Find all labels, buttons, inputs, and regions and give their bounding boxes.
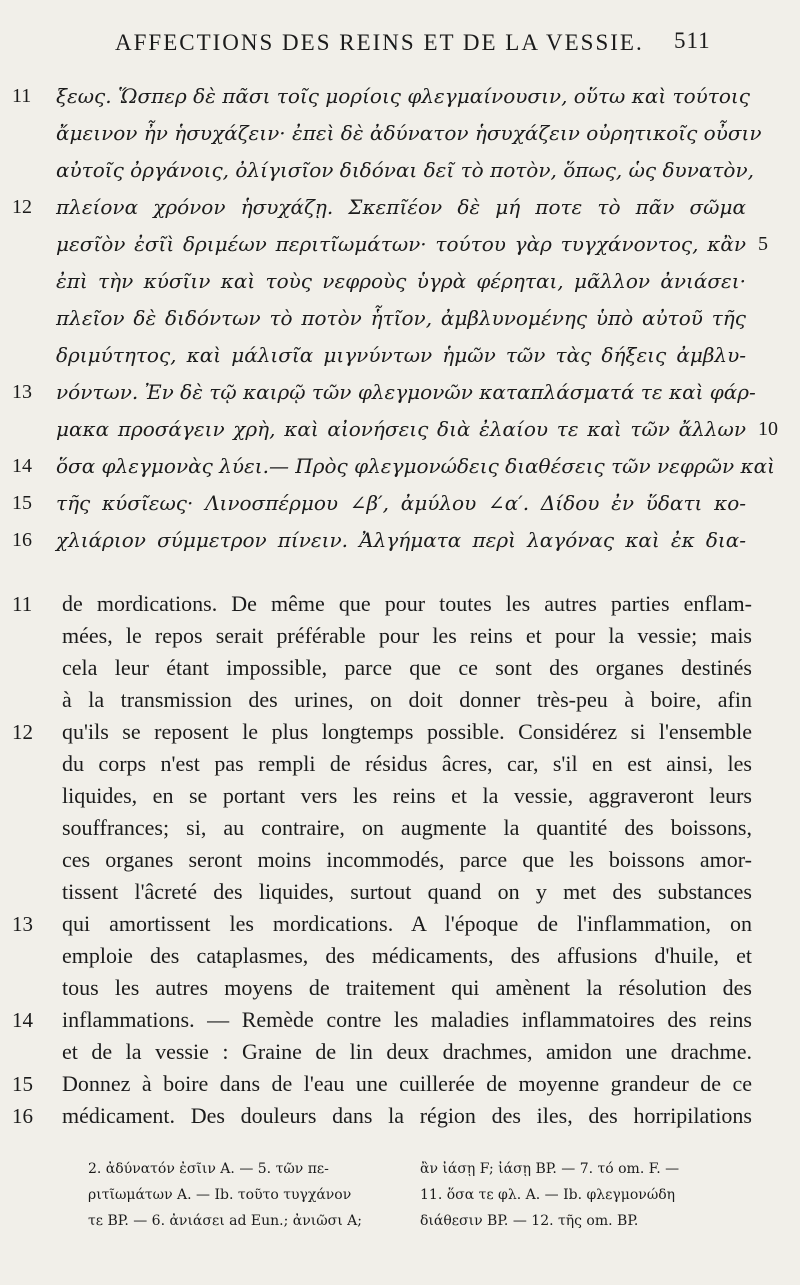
french-line xyxy=(0,620,800,652)
note-line: ἂν ἰάσῃ F; ἰάσῃ BP. — 7. τό om. F. — xyxy=(420,1161,680,1177)
french-line xyxy=(0,780,800,812)
greek-line-text: χλιάριον σύμμετρον πίνειν. Ἀλγήματα περὶ λαγόνας καὶ ἐκ δια- xyxy=(56,528,746,552)
page-number: 511 xyxy=(674,28,711,53)
french-line-text: médicament. Des douleurs dans la région des iles, des horripilations xyxy=(62,1103,752,1128)
french-line xyxy=(0,844,800,876)
french-line xyxy=(0,940,800,972)
greek-line-text: ἐπὶ τὴν κύσῖιν καὶ τοὺς νεφροὺς ὑγρὰ φέρηται, μᾶλλον ἀνιάσει· xyxy=(56,269,746,293)
line-number: 12 xyxy=(12,720,33,744)
french-line-text: qui amortissent les mordications. A l'époque de l'inflammation, on xyxy=(62,911,752,936)
greek-line-text: ἄμεινον ἦν ἡσυχάζειν· ἐπεὶ δὲ ἀδύνατον ἡσυχάζειν οὐρητικοῖς οὖσιν xyxy=(56,121,762,145)
greek-line-text: τῆς κύσῖεως· Λινοσπέρμου ∠β′, ἀμύλου ∠α′. Δίδου ἐν ὕδατι κο- xyxy=(56,491,746,515)
line-number: 15 xyxy=(12,492,32,514)
notes-right-column xyxy=(420,1156,740,1234)
french-line-text: tous les autres moyens de traitement qui amènent la résolution des xyxy=(62,975,752,1000)
french-line-text: Donnez à boire dans de l'eau une cuillerée de moyenne grandeur de ce xyxy=(62,1071,752,1096)
french-line xyxy=(0,748,800,780)
notes-left-column xyxy=(88,1156,408,1234)
greek-line xyxy=(0,485,800,521)
greek-line-text: πλεῖον δὲ διδόντων τὸ ποτὸν ἧτῖον, ἀμβλυνομένης ὑπὸ αὐτοῦ τῆς xyxy=(56,306,746,330)
line-number: 11 xyxy=(12,85,32,107)
french-line xyxy=(0,652,800,684)
greek-line xyxy=(0,337,800,373)
greek-line xyxy=(0,448,800,484)
line-number: 16 xyxy=(12,1104,33,1128)
running-head: AFFECTIONS DES REINS ET DE LA VESSIE. xyxy=(115,30,644,55)
french-line-text: qu'ils se reposent le plus longtemps possible. Considérez si l'ensemble xyxy=(62,719,752,744)
greek-line xyxy=(0,226,800,262)
greek-line-text: αὐτοῖς ὀργάνοις, ὀλίγισῖον διδόναι δεῖ τὸ ποτὸν, ὅπως, ὡς δυνατὸν, xyxy=(56,158,754,182)
greek-line xyxy=(0,263,800,299)
line-number: 14 xyxy=(12,455,32,477)
french-line-text: liquides, en se portant vers les reins et la vessie, aggraveront leurs xyxy=(62,783,752,808)
french-line-text: du corps n'est pas rempli de résidus âcres, car, s'il en est ainsi, les xyxy=(62,751,752,776)
line-number: 11 xyxy=(12,592,33,616)
french-line-text: souffrances; si, au contraire, on augmente la quantité des boissons, xyxy=(62,815,752,840)
greek-line xyxy=(0,115,800,151)
french-line xyxy=(0,1036,800,1068)
greek-line-text: δριμύτητος, καὶ μάλισῖα μιγνύντων ἡμῶν τῶν τὰς δήξεις ἀμβλυ- xyxy=(56,343,746,367)
note-line: διάθεσιν BP. — 12. τῆς om. BP. xyxy=(420,1213,639,1229)
line-number: 12 xyxy=(12,196,32,218)
line-number: 14 xyxy=(12,1008,33,1032)
french-line-text: mées, le repos serait préférable pour les reins et pour la vessie; mais xyxy=(62,623,752,648)
greek-line xyxy=(0,300,800,336)
french-line xyxy=(0,812,800,844)
french-line xyxy=(0,716,800,748)
margin-line-count: 5 xyxy=(758,233,768,255)
greek-line-text: ξεως. Ὥσπερ δὲ πᾶσι τοῖς μορίοις φλεγμαίνουσιν, οὕτω καὶ τούτοις xyxy=(56,84,750,108)
greek-line xyxy=(0,522,800,558)
french-line-text: tissent l'âcreté des liquides, surtout quand on y met des substances xyxy=(62,879,752,904)
french-line xyxy=(0,908,800,940)
greek-line-text: μεσῖὸν ἐσῖὶ δριμέων περιτῖωμάτων· τούτου γὰρ τυγχάνοντος, κἂν xyxy=(56,232,746,256)
note-line: 2. ἀδύνατόν ἐσῖιν A. — 5. τῶν πε- xyxy=(88,1161,329,1177)
french-line xyxy=(0,1068,800,1100)
french-line-text: cela leur étant impossible, parce que ce sont des organes destinés xyxy=(62,655,752,680)
french-line xyxy=(0,972,800,1004)
french-line xyxy=(0,1100,800,1132)
greek-line xyxy=(0,411,800,447)
greek-line xyxy=(0,152,800,188)
french-line xyxy=(0,1004,800,1036)
page-header xyxy=(0,22,800,58)
greek-line xyxy=(0,189,800,225)
french-line-text: de mordications. De même que pour toutes les autres parties enflam- xyxy=(62,591,752,616)
note-line: 11. ὅσα τε φλ. A. — Ib. φλεγμονώδη xyxy=(420,1187,676,1203)
french-line-text: à la transmission des urines, on doit donner très-peu à boire, afin xyxy=(62,687,752,712)
greek-line-text: μακα προσάγειν χρὴ, καὶ αἰονήσεις διὰ ἐλαίου τε καὶ τῶν ἄλλων xyxy=(56,417,746,441)
greek-line-text: πλείονα χρόνον ἡσυχάζῃ. Σκεπῖέον δὲ μή ποτε τὸ πᾶν σῶμα xyxy=(56,195,746,219)
greek-line xyxy=(0,374,800,410)
line-number: 13 xyxy=(12,381,32,403)
french-line-text: inflammations. — Remède contre les maladies inflammatoires des reins xyxy=(62,1007,752,1032)
french-line xyxy=(0,588,800,620)
french-line-text: emploie des cataplasmes, des médicaments, des affusions d'huile, et xyxy=(62,943,752,968)
line-number: 16 xyxy=(12,529,32,551)
greek-line xyxy=(0,78,800,114)
french-line-text: et de la vessie : Graine de lin deux drachmes, amidon une drachme. xyxy=(62,1039,752,1064)
greek-line-text: νόντων. Ἐν δὲ τῷ καιρῷ τῶν φλεγμονῶν καταπλάσματά τε καὶ φάρ- xyxy=(56,380,756,404)
french-line-text: ces organes seront moins incommodés, parce que les boissons amor- xyxy=(62,847,752,872)
line-number: 15 xyxy=(12,1072,33,1096)
note-line: τε BP. — 6. ἀνιάσει ad Eun.; ἀνιῶσι A; xyxy=(88,1213,362,1229)
french-line xyxy=(0,684,800,716)
greek-line-text: ὅσα φλεγμονὰς λύει.— Πρὸς φλεγμονώδεις διαθέσεις τῶν νεφρῶν καὶ xyxy=(56,454,775,478)
note-line: ριτῖωμάτων A. — Ib. τοῦτο τυγχάνον xyxy=(88,1187,352,1203)
margin-line-count: 10 xyxy=(758,418,778,440)
line-number: 13 xyxy=(12,912,33,936)
french-line xyxy=(0,876,800,908)
